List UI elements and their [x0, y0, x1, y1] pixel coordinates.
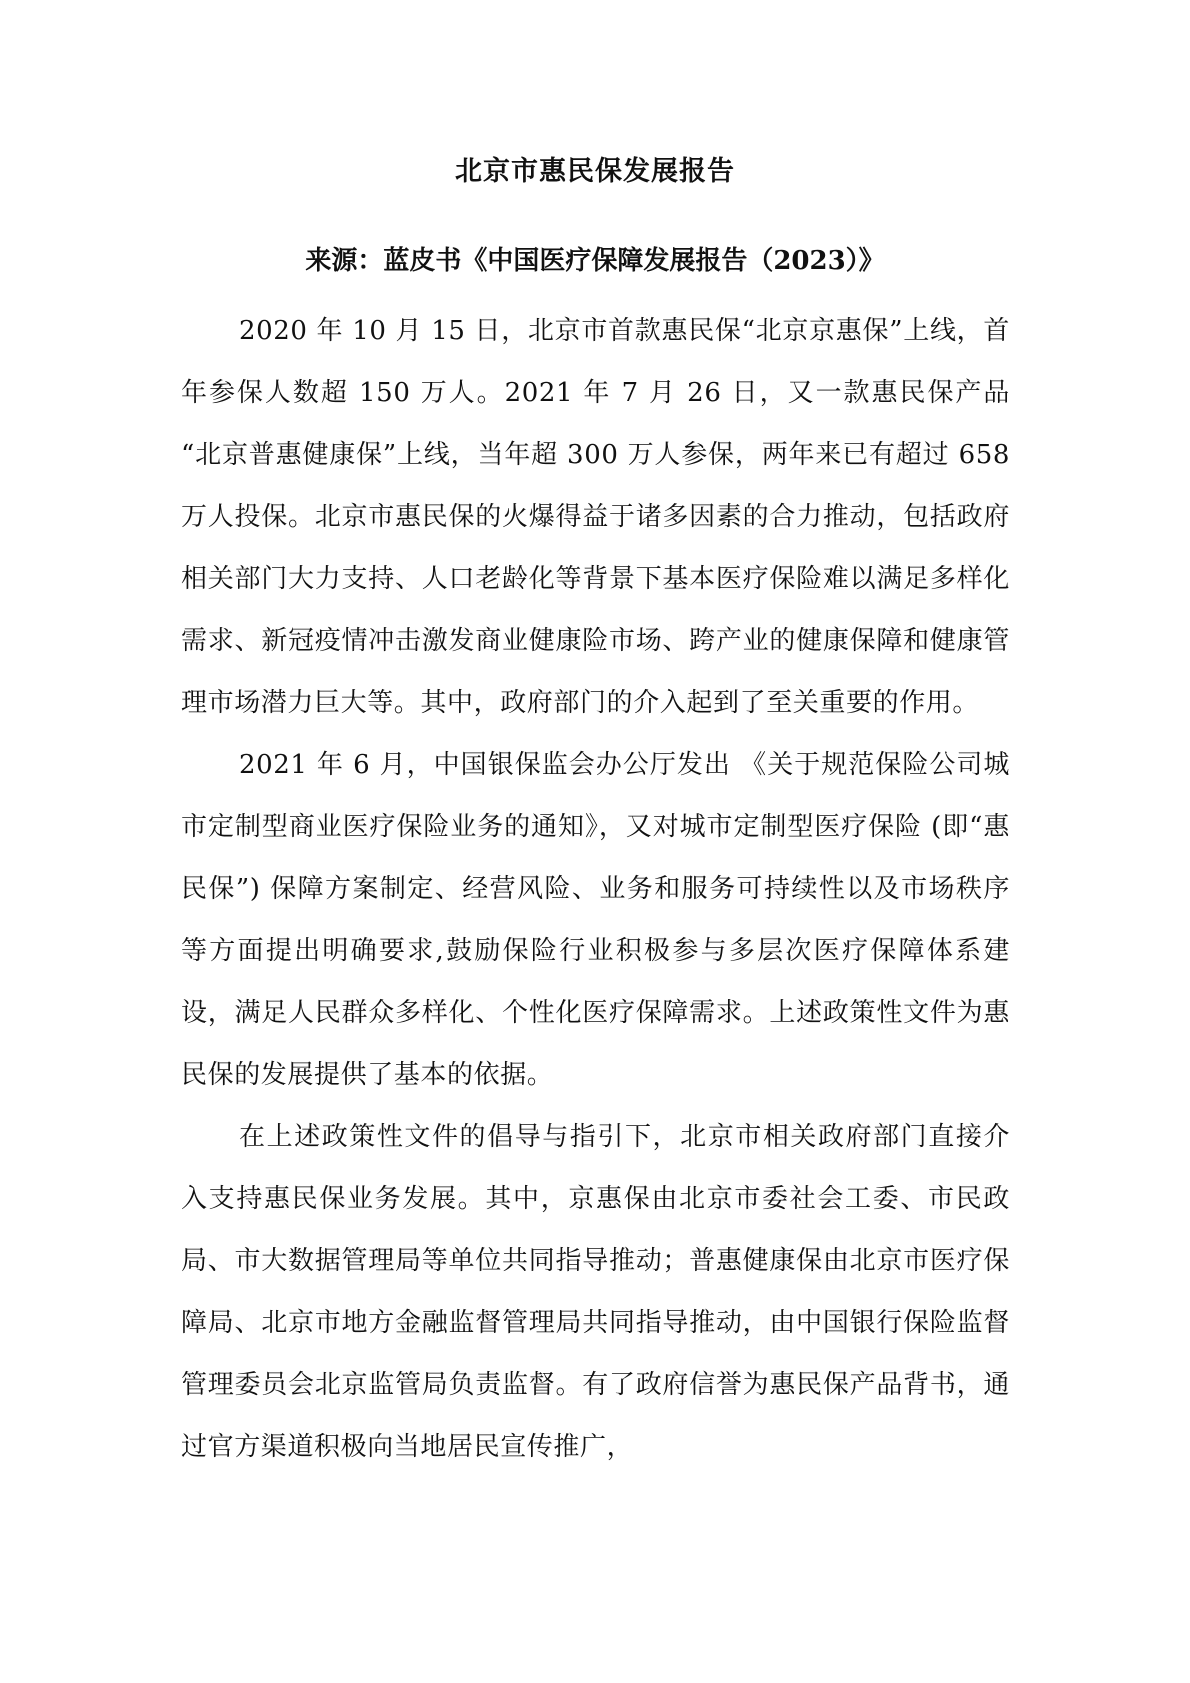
- paragraph-2: 2021 年 6 月，中国银保监会办公厅发出 《关于规范保险公司城市定制型商业医疗保险业务的通知》，又对城市定制型医疗保险 (即“惠民保”) 保障方案制定、经营风险、业务和服务可持续性以及市场秩序等方面提出明确要求,鼓励保险行业积极参与多层次医疗保障体系建设，满足人民群众多样化、个性化医疗保障需求。上述政策性文件为惠民保的发展提供了基本的依据。: [181, 750, 1010, 1090]
- document-body: [181, 300, 1010, 1478]
- document-source: 来源：蓝皮书《中国医疗保障发展报告（2023）》: [305, 246, 885, 276]
- paragraph-1: 2020 年 10 月 15 日，北京市首款惠民保“北京京惠保”上线，首年参保人数超 150 万人。2021 年 7 月 26 日，又一款惠民保产品 “北京普惠健康保”上线，当年超 300 万人参保，两年来已有超过 658 万人投保。北京市惠民保的火爆得益于诸多因素的合力推动，包括政府相关部门大力支持、人口老龄化等背景下基本医疗保险难以满足多样化需求、新冠疫情冲击激发商业健康险市场、跨产业的健康保障和健康管理市场潜力巨大等。其中，政府部门的介入起到了至关重要的作用。: [181, 316, 1010, 718]
- paragraph-3: 在上述政策性文件的倡导与指引下，北京市相关政府部门直接介入支持惠民保业务发展。其中，京惠保由北京市委社会工委、市民政局、市大数据管理局等单位共同指导推动；普惠健康保由北京市医疗保障局、北京市地方金融监督管理局共同指导推动，由中国银行保险监督管理委员会北京监管局负责监督。有了政府信誉为惠民保产品背书，通过官方渠道积极向当地居民宣传推广，: [181, 1122, 1010, 1462]
- document-title: 北京市惠民保发展报告: [455, 156, 735, 187]
